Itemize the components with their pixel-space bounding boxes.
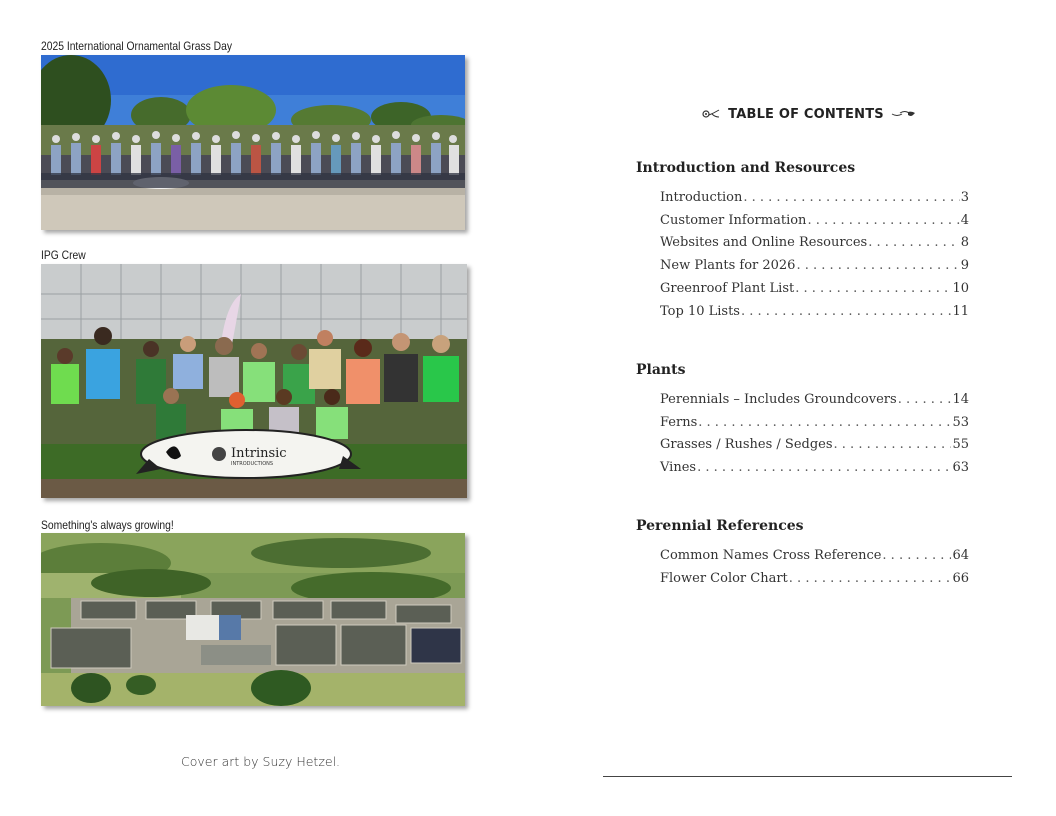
toc-entry-page-number: 53 — [952, 414, 969, 430]
toc-leader-dots — [795, 281, 951, 296]
toc-entry-label: Customer Information — [660, 212, 807, 228]
surfboard-brand-subtext: INTRODUCTIONS — [231, 461, 274, 467]
toc-entry-label: Grasses / Rushes / Sedges — [660, 437, 833, 453]
toc-entry-page-number: 3 — [960, 190, 969, 205]
group-photo-grass-day — [41, 55, 465, 230]
toc-entry-page-number: 8 — [960, 235, 969, 251]
toc-entry-page-number: 63 — [952, 460, 969, 476]
toc-entry[interactable] — [660, 281, 969, 299]
toc-leader-dots — [868, 235, 960, 250]
toc-section-title: Introduction and Resources — [636, 160, 856, 176]
toc-entry[interactable] — [660, 548, 969, 566]
left-page — [0, 0, 520, 816]
photo-caption-grass-day: 2025 International Ornamental Grass Day — [41, 39, 233, 53]
toc-leader-dots — [789, 571, 952, 586]
toc-entry[interactable] — [660, 258, 969, 276]
toc-leader-dots — [807, 213, 959, 228]
toc-entry[interactable] — [660, 437, 969, 455]
toc-entry[interactable] — [660, 392, 969, 410]
toc-entry-page-number: 66 — [952, 570, 969, 586]
toc-leader-dots — [834, 437, 952, 452]
toc-entry-label: Top 10 Lists — [660, 303, 740, 319]
toc-leader-dots — [898, 392, 952, 407]
toc-entry[interactable] — [660, 190, 969, 208]
toc-leader-dots — [741, 304, 951, 319]
toc-leader-dots — [698, 415, 951, 430]
toc-entry-page-number: 55 — [952, 437, 969, 453]
toc-entry[interactable] — [660, 235, 969, 253]
toc-entry-label: Perennials – Includes Groundcovers — [660, 392, 897, 407]
toc-entry-page-number: 14 — [952, 392, 969, 407]
toc-leader-dots — [882, 548, 951, 563]
footer-divider — [603, 776, 1012, 777]
toc-entry[interactable] — [660, 460, 969, 478]
surfboard-brand-text: Intrinsic — [231, 446, 287, 461]
toc-entry[interactable] — [660, 571, 969, 589]
toc-section-title: Plants — [636, 362, 686, 378]
toc-entry[interactable] — [660, 304, 969, 322]
toc-entry-page-number: 64 — [952, 548, 969, 563]
toc-heading — [702, 104, 916, 124]
cover-art-credit: Cover art by Suzy Hetzel. — [181, 754, 341, 769]
photo-caption-ipg-crew: IPG Crew — [41, 248, 86, 262]
toc-entry-label: Websites and Online Resources — [660, 235, 868, 251]
toc-entry-label: Flower Color Chart — [660, 570, 788, 586]
flower-sprig-icon — [701, 108, 721, 120]
toc-entry-page-number: 9 — [960, 258, 969, 274]
toc-entry[interactable] — [660, 213, 969, 231]
toc-entry-page-number: 4 — [960, 212, 969, 228]
toc-entry[interactable] — [660, 415, 969, 433]
toc-entry-label: Ferns — [660, 414, 698, 430]
toc-entry-label: New Plants for 2026 — [660, 258, 796, 274]
crew-photo-ipg — [41, 264, 467, 498]
bird-icon — [891, 108, 917, 120]
toc-entry-label: Common Names Cross Reference — [660, 548, 882, 563]
toc-title: TABLE OF CONTENTS — [728, 106, 884, 122]
aerial-photo-nursery — [41, 533, 465, 706]
toc-entry-label: Greenroof Plant List — [660, 280, 795, 296]
photo-caption-always-growing: Something's always growing! — [41, 518, 174, 532]
toc-leader-dots — [796, 258, 959, 273]
toc-entry-label: Vines — [660, 460, 697, 476]
toc-leader-dots — [697, 460, 951, 475]
toc-entry-page-number: 11 — [952, 303, 969, 319]
toc-leader-dots — [743, 190, 959, 205]
toc-section-title: Perennial References — [636, 518, 804, 534]
toc-entry-label: Introduction — [660, 190, 743, 205]
toc-entry-page-number: 10 — [952, 280, 969, 296]
